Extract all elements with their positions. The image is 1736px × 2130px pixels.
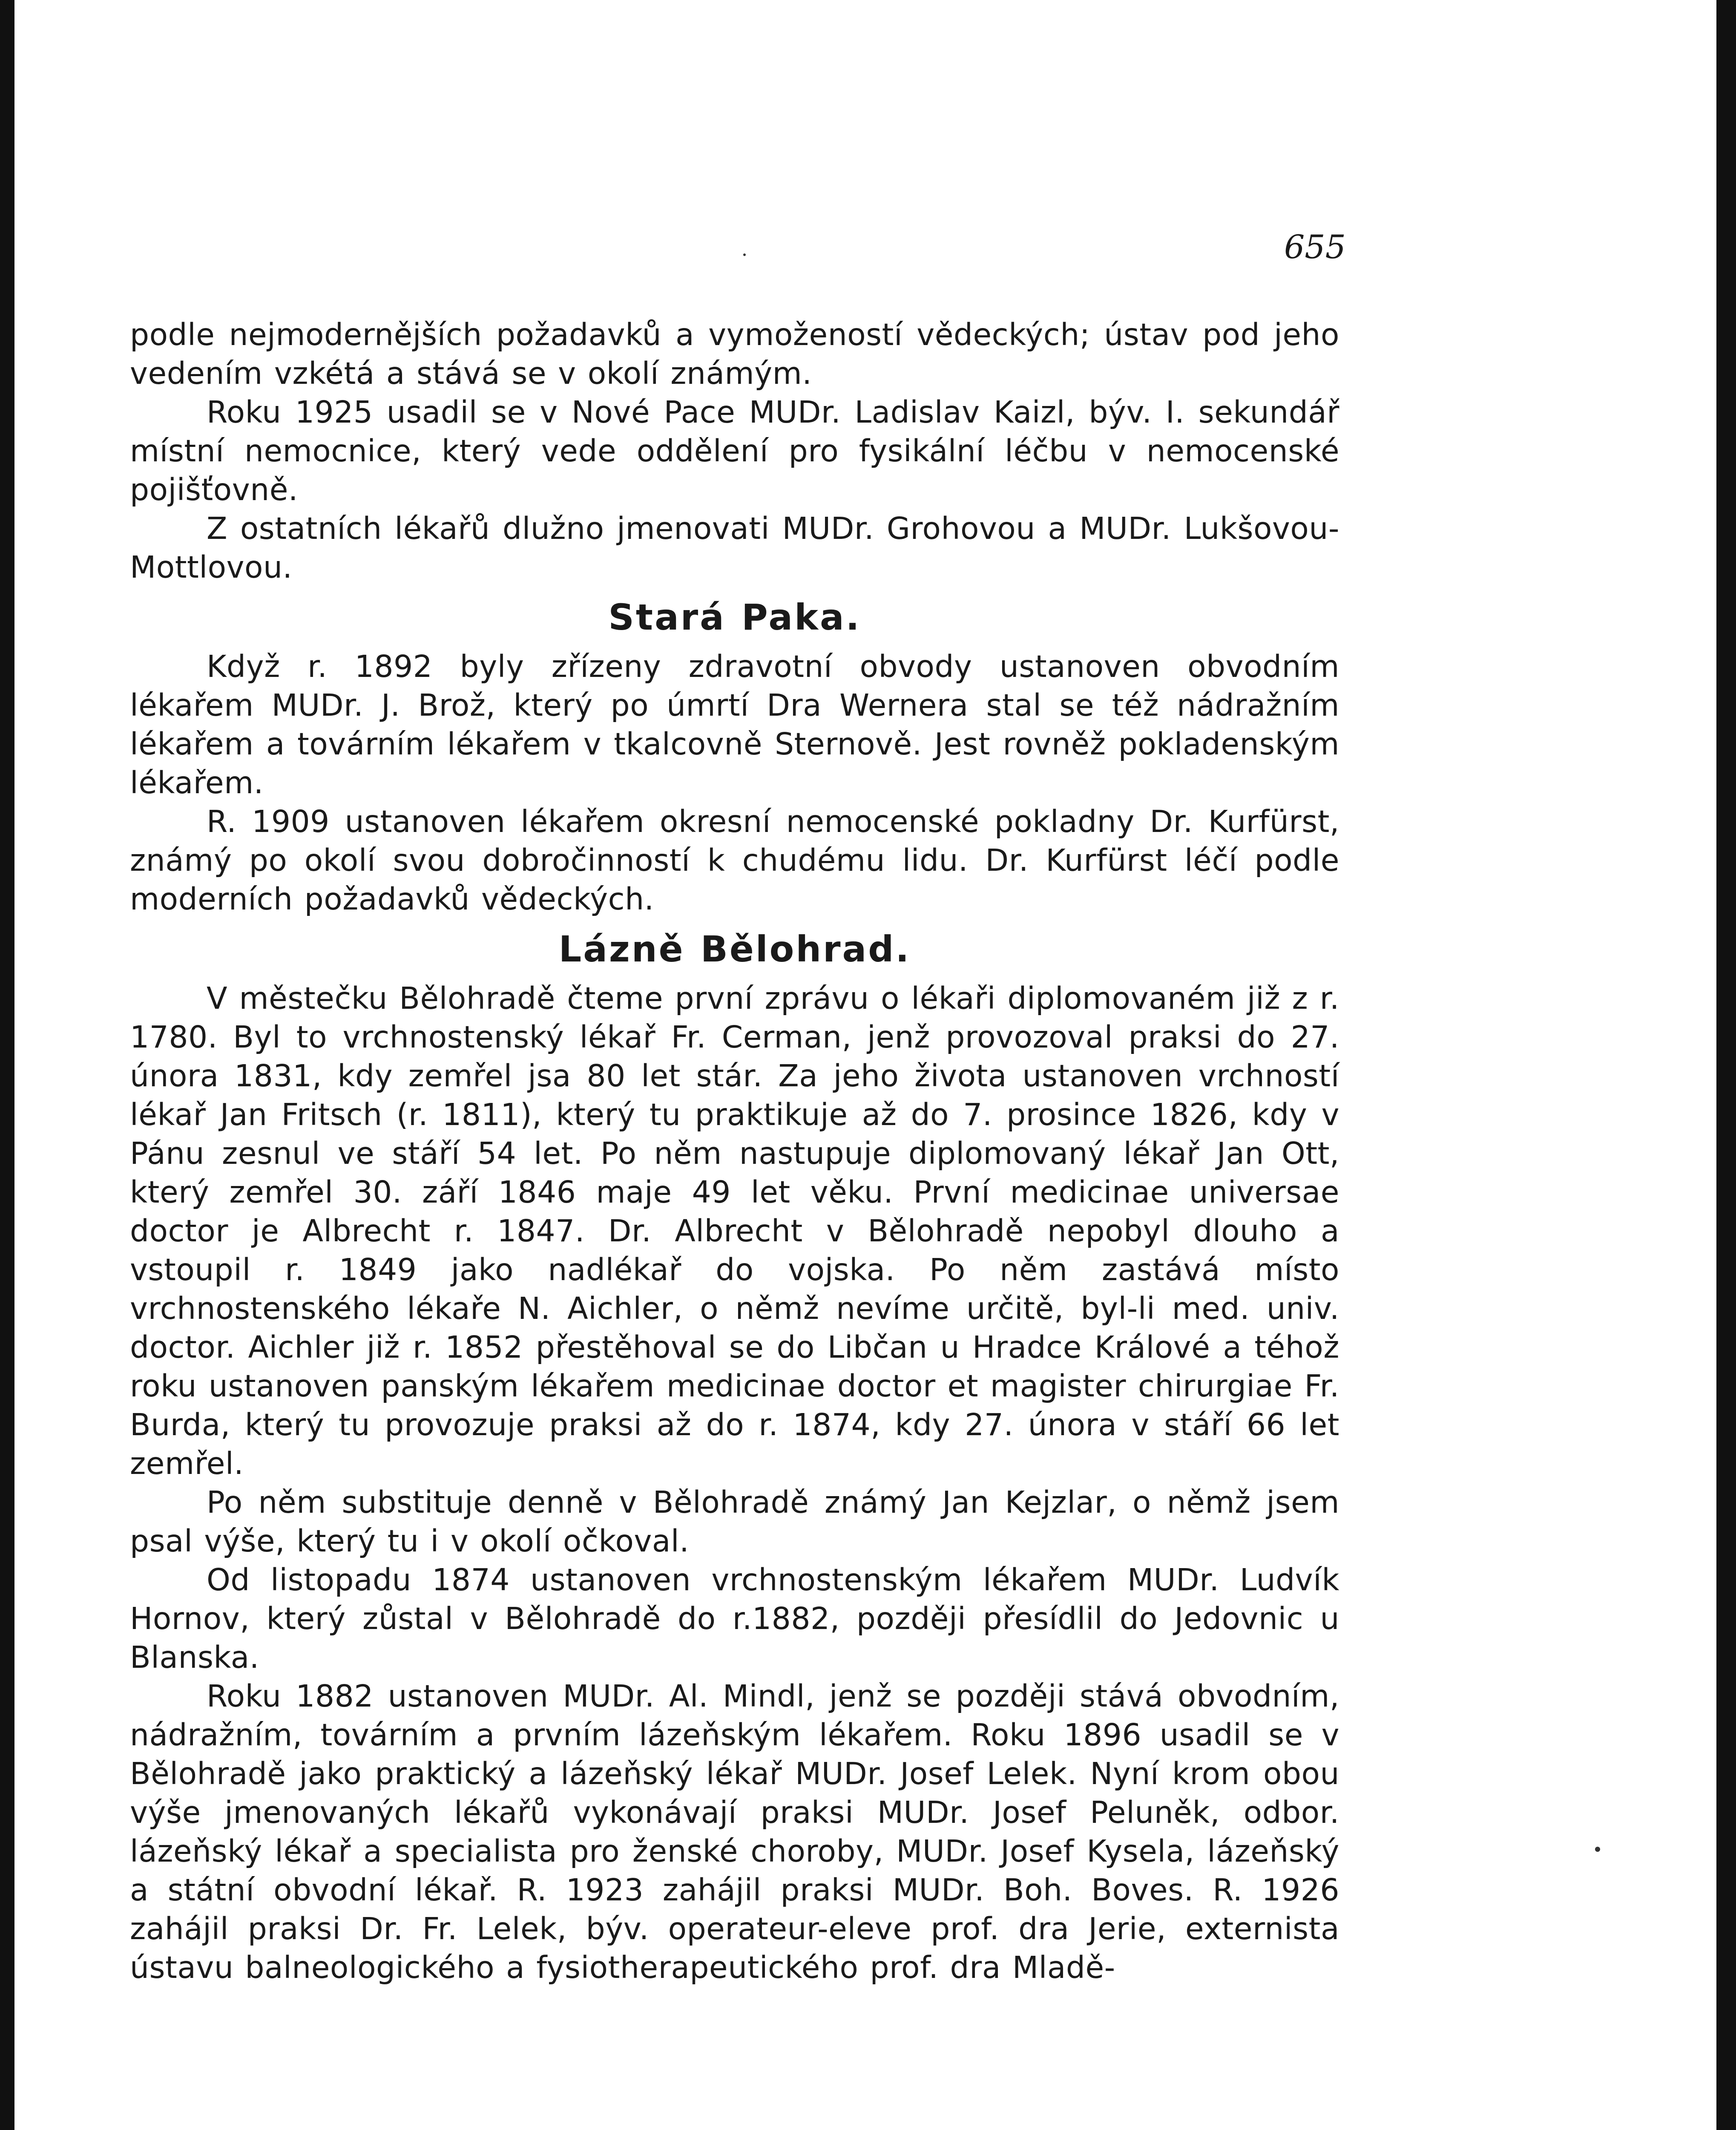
- page-number: 655: [1284, 228, 1346, 266]
- paragraph: Roku 1882 ustanoven MUDr. Al. Mindl, jenž se později stává obvodním, nádražním, továrním a prvním lázeňským lékařem. Roku 1896 usadil se v Bělohradě jako praktický a lázeňský lékař MUDr. Josef Lelek. Nyní krom obou výše jmenovaných lékařů vykonávají praksi MUDr. Josef Peluněk, odbor. lázeňský lékař a specialista pro ženské choroby, MUDr. Josef Kysela, lázeňský a státní obvodní lékař. R. 1923 zahájil praksi MUDr. Boh. Boves. R. 1926 zahájil praksi Dr. Fr. Lelek, býv. operateur-eleve prof. dra Jerie, externista ústavu balneologického a fysiotherapeutického prof. dra Mladě-: [130, 1678, 1339, 1985]
- paragraph: Od listopadu 1874 ustanoven vrchnostenským lékařem MUDr. Ludvík Hornov, který zůstal v Bělohradě do r.1882, později přesídlil do Jedovnic u Blanska.: [130, 1562, 1339, 1675]
- paragraph: V městečku Bělohradě čteme první zprávu o lékaři diplomovaném již z r. 1780. Byl to vrchnostenský lékař Fr. Cerman, jenž provozoval praksi do 27. února 1831, kdy zemřel jsa 80 let stár. Za jeho života ustanoven vrchností lékař Jan Fritsch (r. 1811), který tu praktikuje až do 7. prosince 1826, kdy v Pánu zesnul ve stáří 54 let. Po něm nastupuje diplomovaný lékař Jan Ott, který zemřel 30. září 1846 maje 49 let věku. První medicinae universae doctor je Albrecht r. 1847. Dr. Albrecht v Bělohradě nepobyl dlouho a vstoupil r. 1849 jako nadlékař do vojska. Po něm zastává místo vrchnostenského lékaře N. Aichler, o němž nevíme určitě, byl-li med. univ. doctor. Aichler již r. 1852 přestěhoval se do Libčan u Hradce Králové a téhož roku ustanoven panským lékařem medicinae doctor et magister chirurgiae Fr. Burda, který tu provozuje praksi až do r. 1874, kdy 27. února v stáří 66 let zemřel.: [130, 981, 1339, 1481]
- scan-edge-right: [1716, 0, 1736, 2130]
- section-heading-stara-paka: Stará Paka.: [608, 596, 861, 638]
- scan-speck: [743, 253, 746, 256]
- scan-speck: [1595, 1847, 1600, 1852]
- section-heading-lazne-belohrad: Lázně Bělohrad.: [558, 928, 911, 970]
- paragraph: Po něm substituje denně v Bělohradě známý Jan Kejzlar, o němž jsem psal výše, který tu i v okolí očkoval.: [130, 1485, 1339, 1559]
- paragraph: Z ostatních lékařů dlužno jmenovati MUDr. Grohovou a MUDr. Lukšovou-Mottlovou.: [130, 511, 1339, 585]
- scan-edge-left: [0, 0, 14, 2130]
- paragraph: podle nejmodernějších požadavků a vymožeností vědeckých; ústav pod jeho vedením vzkétá a stává se v okolí známým.: [130, 317, 1339, 391]
- paragraph: Když r. 1892 byly zřízeny zdravotní obvody ustanoven obvodním lékařem MUDr. J. Brož, který po úmrtí Dra Wernera stal se též nádražním lékařem a továrním lékařem v tkalcovně Sternově. Jest rovněž pokladenským lékařem.: [130, 649, 1339, 800]
- paragraph: R. 1909 ustanoven lékařem okresní nemocenské pokladny Dr. Kurfürst, známý po okolí svou dobročinností k chudému lidu. Dr. Kurfürst léčí podle moderních požadavků vědeckých.: [130, 804, 1339, 917]
- page-text: [130, 315, 1339, 1987]
- paragraph: Roku 1925 usadil se v Nové Pace MUDr. Ladislav Kaizl, býv. I. sekundář místní nemocnice, který vede oddělení pro fysikální léčbu v nemocenské pojišťovně.: [130, 394, 1339, 507]
